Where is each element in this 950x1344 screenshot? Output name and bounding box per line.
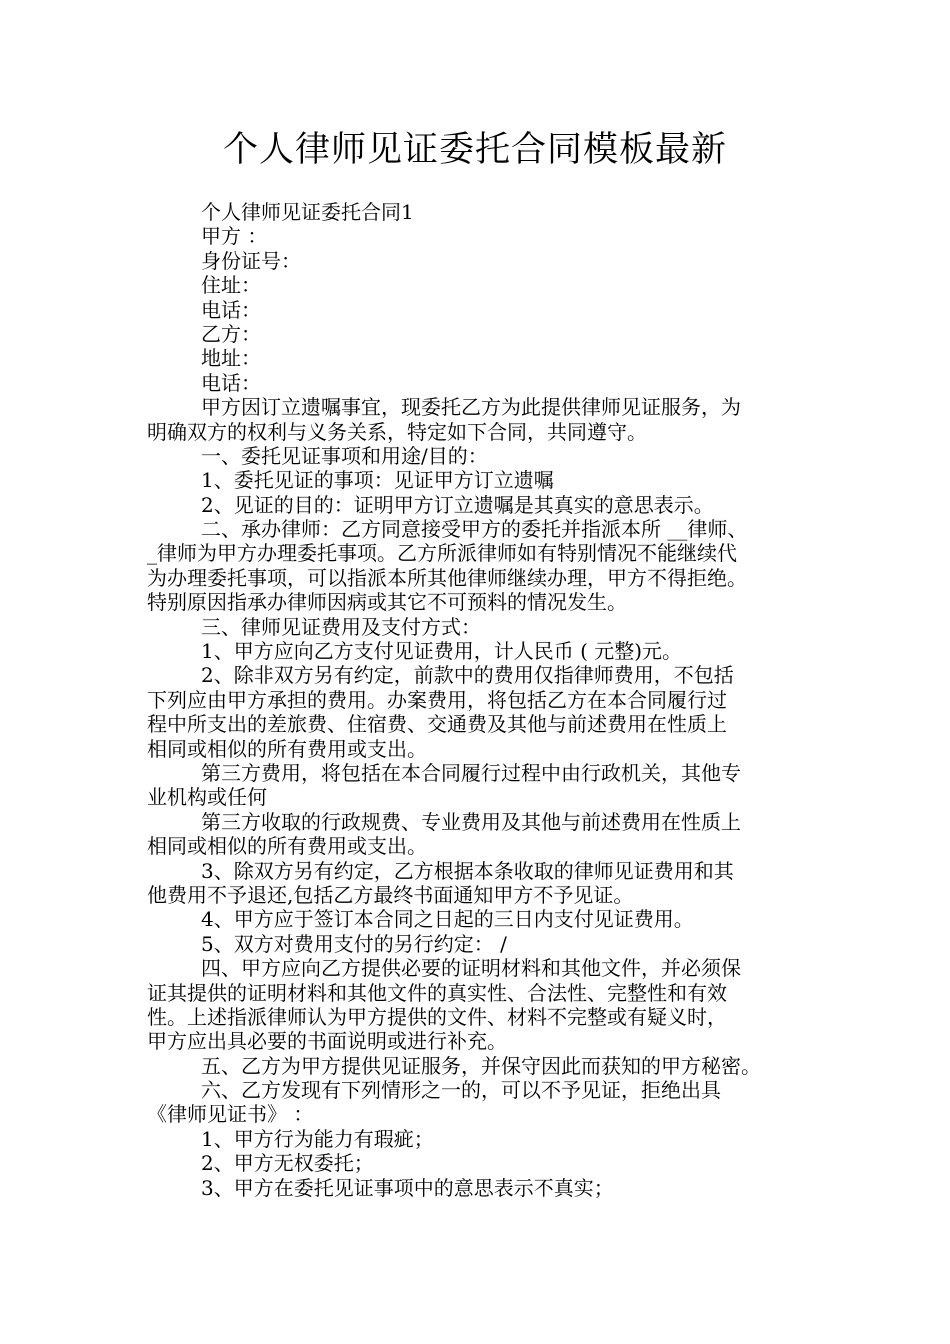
- text-line: 5、双方对费用支付的另行约定： /: [201, 931, 507, 956]
- text-line: 相同或相似的所有费用或支出。: [147, 736, 427, 761]
- text-line: 二、承办律师：乙方同意接受甲方的委托并指派本所 __律师、: [201, 517, 748, 542]
- text-line: 2、见证的目的：证明甲方订立遗嘱是其真实的意思表示。: [201, 492, 714, 517]
- text-line: 《律师见证书》 ：: [147, 1102, 314, 1127]
- text-line: 2、除非双方另有约定，前款中的费用仅指律师费用，不包括: [201, 663, 734, 688]
- text-line: 证其提供的证明材料和其他文件的真实性、合法性、完整性和有效: [147, 980, 727, 1005]
- text-line: 第三方收取的行政规费、专业费用及其他与前述费用在性质上: [201, 809, 741, 834]
- text-line: 四、甲方应向乙方提供必要的证明材料和其他文件，并必须保: [201, 956, 741, 981]
- text-line: 一、委托见证事项和用途/目的：: [201, 443, 488, 468]
- text-line: 三、律师见证费用及支付方式：: [201, 614, 481, 639]
- document-title: 个人律师见证委托合同模板最新: [222, 130, 727, 170]
- text-line: 电话：: [201, 297, 261, 322]
- text-line: 1、委托见证的事项：见证甲方订立遗嘱: [201, 468, 554, 493]
- text-line: 2、甲方无权委托；: [201, 1151, 374, 1176]
- text-line: 乙方：: [201, 321, 261, 346]
- text-line: 甲方应出具必要的书面说明或进行补充。: [147, 1029, 507, 1054]
- text-line: 业机构或任何: [147, 785, 267, 810]
- text-line: 六、乙方发现有下列情形之一的，可以不予见证，拒绝出具: [201, 1078, 721, 1103]
- text-line: 甲方因订立遗嘱事宜，现委托乙方为此提供律师见证服务，为: [201, 395, 741, 420]
- text-line: 电话：: [201, 370, 261, 395]
- text-line: 1、甲方行为能力有瑕疵；: [201, 1126, 434, 1151]
- text-line: 地址：: [201, 346, 261, 371]
- text-line: 相同或相似的所有费用或支出。: [147, 834, 427, 859]
- text-line: 身份证号：: [201, 248, 301, 273]
- text-line: 住址：: [201, 273, 261, 298]
- text-line: 甲方 ：: [201, 224, 268, 249]
- text-line: 3、除双方另有约定，乙方根据本条收取的律师见证费用和其: [201, 858, 734, 883]
- text-line: 他费用不予退还,包括乙方最终书面通知甲方不予见证。: [147, 882, 634, 907]
- document-body: [147, 200, 827, 1200]
- text-line: 下列应由甲方承担的费用。办案费用，将包括乙方在本合同履行过: [147, 687, 727, 712]
- text-line: 4、甲方应于签订本合同之日起的三日内支付见证费用。: [201, 907, 694, 932]
- text-line: _律师为甲方办理委托事项。乙方所派律师如有特别情况不能继续代: [147, 541, 737, 566]
- text-line: 个人律师见证委托合同1: [201, 200, 414, 224]
- text-line: 程中所支出的差旅费、住宿费、交通费及其他与前述费用在性质上: [147, 712, 727, 737]
- text-line: 性。上述指派律师认为甲方提供的文件、材料不完整或有疑义时，: [147, 1004, 727, 1029]
- text-line: 3、甲方在委托见证事项中的意思表示不真实；: [201, 1175, 614, 1200]
- text-line: 为办理委托事项，可以指派本所其他律师继续办理，甲方不得拒绝。: [147, 565, 747, 590]
- text-line: 五、乙方为甲方提供见证服务，并保守因此而获知的甲方秘密。: [201, 1053, 761, 1078]
- text-line: 特别原因指承办律师因病或其它不可预料的情况发生。: [147, 590, 627, 615]
- text-line: 第三方费用，将包括在本合同履行过程中由行政机关，其他专: [201, 760, 741, 785]
- text-line: 1、甲方应向乙方支付见证费用，计人民币 ( 元整)元。: [201, 639, 683, 664]
- text-line: 明确双方的权利与义务关系，特定如下合同，共同遵守。: [147, 419, 647, 444]
